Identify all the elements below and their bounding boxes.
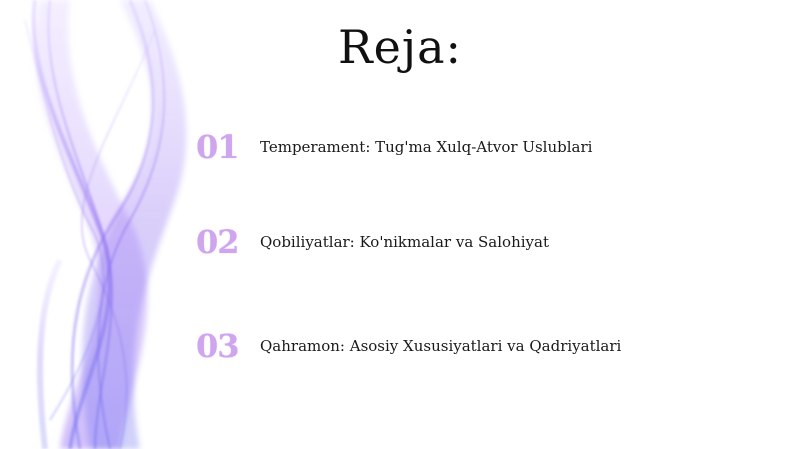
agenda-item [196, 321, 621, 371]
item-number: 01 [196, 128, 239, 166]
item-text: Qobiliyatlar: Ko'nikmalar va Salohiyat [260, 233, 549, 251]
slide-title: Reja: [337, 20, 463, 74]
agenda-item [196, 122, 592, 172]
item-number: 03 [196, 327, 239, 365]
item-number: 02 [196, 223, 239, 261]
agenda-item [196, 217, 549, 267]
item-text: Temperament: Tug'ma Xulq-Atvor Uslublari [260, 138, 593, 156]
item-text: Qahramon: Asosiy Xususiyatlari va Qadriyatlari [260, 337, 622, 355]
